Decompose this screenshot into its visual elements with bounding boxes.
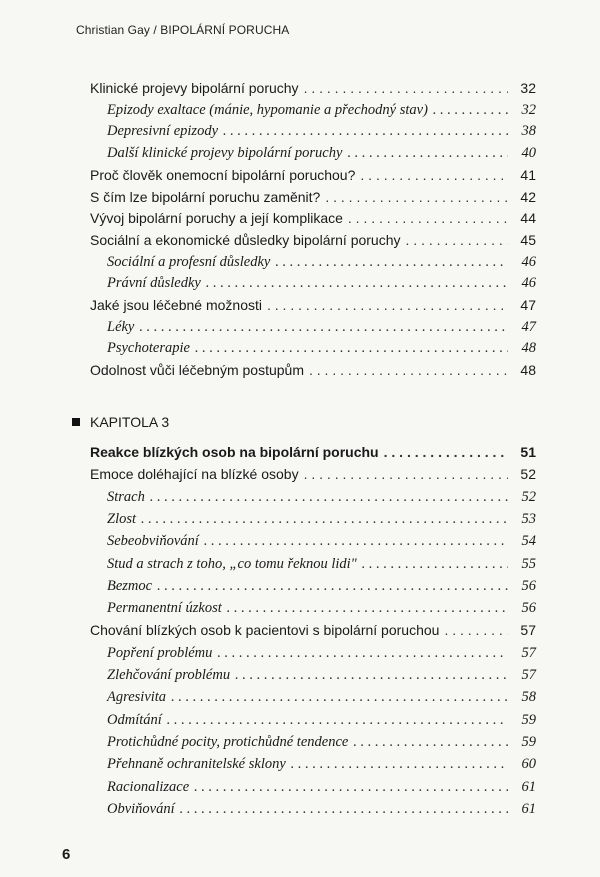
toc-subentry [0, 273, 600, 293]
toc-page-number: 57 [521, 644, 536, 661]
toc-subentry [0, 598, 600, 618]
toc-page-number: 60 [521, 756, 536, 773]
toc-page-number: 46 [521, 253, 536, 270]
dot-leader [157, 576, 508, 596]
toc-entry-title: Vývoj bipolární poruchy a její komplikace [90, 210, 343, 227]
dot-leader [353, 732, 508, 752]
dot-leader [267, 295, 508, 315]
running-head: Christian Gay / BIPOLÁRNÍ PORUCHA [76, 23, 290, 37]
dot-leader [150, 487, 508, 507]
toc-page-number: 57 [521, 667, 536, 683]
toc-entry [0, 78, 600, 98]
toc-entry-title: Odmítání [107, 711, 162, 728]
toc-entry [0, 360, 600, 380]
dot-leader [360, 165, 508, 185]
dot-leader [384, 442, 508, 462]
toc-page-number: 40 [521, 145, 536, 162]
toc-entry-title: Popření problému [107, 644, 213, 661]
toc-page-number: 61 [521, 800, 536, 817]
toc-entry-title: Klinické projevy bipolární poruchy [90, 80, 299, 96]
toc-entry-title: Epizody exaltace (mánie, hypomanie a přechodný stav) [107, 101, 428, 118]
dot-leader [291, 754, 508, 774]
toc-page-number: 47 [520, 297, 536, 313]
toc-entry-title: Strach [107, 488, 145, 505]
toc-entry-title: Sebeobviňování [107, 533, 199, 550]
toc-subentry [0, 576, 600, 596]
toc-entry-title: Odolnost vůči léčebným postupům [90, 362, 304, 379]
toc-entry-title: Permanentní úzkost [107, 600, 222, 617]
toc-subentry [0, 338, 600, 358]
toc-entry-title: Racionalizace [107, 778, 190, 795]
toc-entry-title: Jaké jsou léčebné možnosti [90, 297, 262, 313]
toc-subentry [0, 554, 600, 574]
toc-entry-title: Chování blízkých osob k pacientovi s bipolární poruchou [90, 622, 440, 639]
toc-subentry [0, 143, 600, 163]
square-bullet-icon [72, 418, 80, 426]
toc-entry-title: Právní důsledky [107, 275, 201, 292]
toc-subentry [0, 665, 600, 685]
toc-page-number: 51 [520, 444, 536, 460]
toc-page-number: 45 [520, 231, 536, 248]
dot-leader [195, 338, 508, 358]
toc-subentry [0, 777, 600, 797]
toc-subentry [0, 799, 600, 819]
dot-leader [325, 187, 508, 207]
toc-page-number: 38 [521, 123, 536, 140]
toc-page-number: 56 [521, 600, 536, 617]
toc-entry-title: Léky [107, 318, 135, 335]
toc-entry-title: Proč člověk onemocní bipolární poruchou? [90, 166, 356, 183]
toc-entry [0, 620, 600, 640]
dot-leader [227, 598, 508, 618]
toc-entry-title: Depresivní epizody [107, 123, 219, 140]
toc-subentry [0, 687, 600, 707]
dot-leader [235, 665, 508, 685]
dot-leader [139, 317, 508, 337]
dot-leader [304, 78, 508, 98]
dot-leader [362, 554, 508, 574]
dot-leader [180, 799, 508, 819]
toc-subentry [0, 509, 600, 529]
toc-page-number: 47 [521, 318, 536, 335]
dot-leader [217, 643, 508, 663]
dot-leader [304, 464, 508, 484]
chapter-heading [72, 414, 169, 430]
toc-page-number: 54 [521, 533, 536, 550]
toc-entry [0, 208, 600, 228]
dot-leader [223, 121, 508, 141]
dot-leader [275, 252, 508, 272]
toc-entry-title: Obviňování [107, 800, 175, 817]
toc-page-number: 32 [520, 80, 536, 96]
toc-entry-title: Psychoterapie [107, 340, 190, 357]
dot-leader [204, 531, 508, 551]
dot-leader [406, 230, 508, 250]
toc-page-number: 32 [521, 101, 536, 118]
toc-entry [0, 187, 600, 207]
toc-entry-title: Protichůdné pocity, protichůdné tendence [107, 733, 349, 750]
dot-leader [194, 777, 508, 797]
toc-page-number: 53 [521, 510, 536, 527]
toc-page-number: 56 [521, 577, 536, 594]
toc-entry-title: Sociální a ekonomické důsledky bipolární poruchy [90, 231, 401, 248]
toc-entry-title: Reakce blízkých osob na bipolární poruchu [90, 444, 379, 460]
toc-entry-title: Bezmoc [107, 577, 153, 594]
toc-entry-title: Zlehčování problému [107, 667, 231, 683]
toc-entry [0, 464, 600, 484]
toc-page-number: 44 [520, 210, 536, 227]
toc-subentry [0, 121, 600, 141]
toc-page-number: 55 [521, 555, 536, 572]
toc-page-number: 46 [521, 275, 536, 292]
toc-subentry [0, 732, 600, 752]
toc-subentry [0, 531, 600, 551]
toc-page-number: 48 [521, 340, 536, 357]
toc-entry-title: Stud a strach z toho, „co tomu řeknou lidi" [107, 555, 357, 572]
toc-entry-title: Zlost [107, 510, 137, 527]
toc-page-number: 58 [521, 689, 536, 706]
toc-entry [0, 165, 600, 185]
toc-page-number: 52 [520, 466, 536, 483]
toc-entry [0, 230, 600, 250]
dot-leader [167, 710, 508, 730]
toc-entry-title: Emoce doléhající na blízké osoby [90, 466, 299, 483]
toc-page-number: 41 [520, 166, 536, 183]
dot-leader [171, 687, 508, 707]
toc-page-number: 52 [521, 488, 536, 505]
toc-subentry [0, 317, 600, 337]
toc-page-number: 42 [520, 188, 536, 205]
toc-subentry [0, 710, 600, 730]
toc-page-number: 57 [520, 622, 536, 639]
toc-entry-title: S čím lze bipolární poruchu zaměnit? [90, 188, 321, 205]
toc-page-number: 59 [521, 733, 536, 750]
toc-page-number: 59 [521, 711, 536, 728]
toc-entry [0, 442, 600, 462]
toc-entry [0, 295, 600, 315]
dot-leader [348, 208, 508, 228]
toc-subentry [0, 487, 600, 507]
toc-subentry [0, 252, 600, 272]
dot-leader [433, 100, 508, 120]
dot-leader [444, 620, 508, 640]
dot-leader [141, 509, 508, 529]
toc-entry-title: Další klinické projevy bipolární poruchy [107, 145, 343, 162]
toc-subentry [0, 754, 600, 774]
toc-page-number: 48 [520, 362, 536, 379]
toc-subentry [0, 100, 600, 120]
toc-entry-title: Přehnaně ochranitelské sklony [107, 756, 286, 773]
dot-leader [347, 143, 508, 163]
toc-subentry [0, 643, 600, 663]
dot-leader [206, 273, 508, 293]
page-number: 6 [62, 846, 71, 863]
chapter-label: KAPITOLA 3 [90, 414, 170, 430]
toc-page-number: 61 [521, 778, 536, 795]
toc-entry-title: Agresivita [107, 689, 167, 706]
dot-leader [309, 360, 508, 380]
toc-entry-title: Sociální a profesní důsledky [107, 253, 271, 270]
